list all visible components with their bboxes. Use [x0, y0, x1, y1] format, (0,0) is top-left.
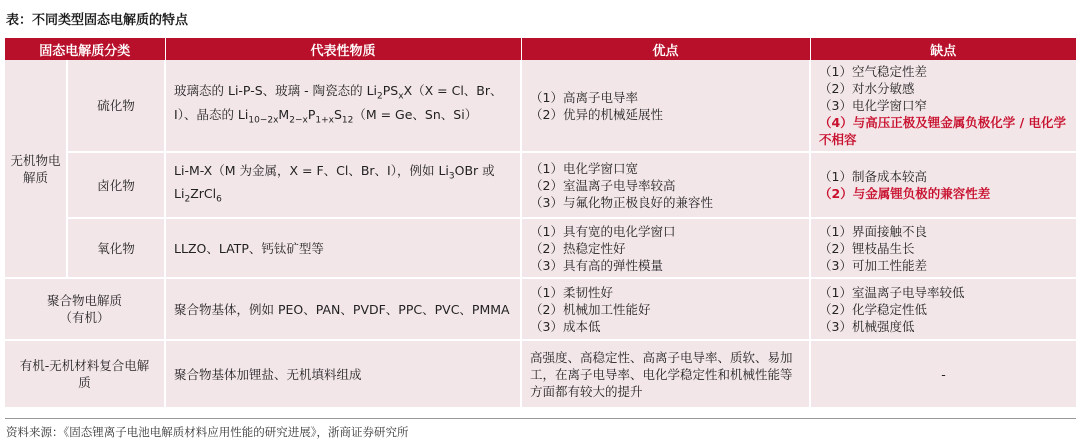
pros-composite: 高强度、高稳定性、高离子电导率、质软、易加工，在离子电导率、电化学稳定性和机械性能等方面都有较大的提升: [521, 340, 810, 408]
pros-oxide: （1）具有宽的电化学窗口 （2）热稳定性好 （3）具有高的弹性模量: [521, 218, 810, 278]
bottom-divider: [5, 418, 1076, 419]
cons-composite: -: [810, 340, 1076, 408]
header-category: 固态电解质分类: [5, 38, 165, 60]
cons-polymer: （1）室温离子电导率较低 （2）化学稳定性低 （3）机械强度低: [810, 278, 1076, 340]
type-sulfide: 硫化物: [67, 60, 165, 152]
cons-halide-highlight: （2）与金属锂负极的兼容性差: [819, 186, 991, 201]
table-row: [5, 218, 1076, 278]
rep-composite: 聚合物基体加锂盐、无机填料组成: [165, 340, 521, 408]
electrolyte-table: [5, 38, 1076, 409]
table-row: [5, 60, 1076, 152]
rep-sulfide: 玻璃态的 Li-P-S、玻璃 - 陶瓷态的 $Li_2PS_xX(X = Cl$、Br、I）、晶态的 $Li_{10-2x}M_{2-x}P_{1+x}S_{12}(M = Ge$、Sn、Si）: [165, 60, 521, 152]
table-row: [5, 340, 1076, 408]
header-representative: 代表性物质: [165, 38, 521, 60]
type-polymer: 聚合物电解质 （有机）: [5, 278, 165, 340]
pros-polymer: （1）柔韧性好 （2）机械加工性能好 （3）成本低: [521, 278, 810, 340]
rep-oxide: LLZO、LATP、钙钛矿型等: [165, 218, 521, 278]
cons-halide: （1）制备成本较高 （2）与金属锂负极的兼容性差: [810, 152, 1076, 218]
group-inorganic: 无机物电解质: [5, 60, 67, 278]
cons-sulfide-highlight: （4）与高压正极及锂金属负极化学 / 电化学不相容: [819, 115, 1066, 147]
header-cons: 缺点: [810, 38, 1076, 60]
cons-sulfide: （1）空气稳定性差 （2）对水分敏感 （3）电化学窗口窄 （4）与高压正极及锂金属负极化学 / 电化学不相容: [810, 60, 1076, 152]
rep-polymer: 聚合物基体，例如 PEO、PAN、PVDF、PPC、PVC、PMMA: [165, 278, 521, 340]
cons-oxide: （1）界面接触不良 （2）锂枝晶生长 （3）可加工性能差: [810, 218, 1076, 278]
table-row: [5, 278, 1076, 340]
table-title: 表：不同类型固态电解质的特点: [6, 13, 189, 28]
type-halide: 卤化物: [67, 152, 165, 218]
header-pros: 优点: [521, 38, 810, 60]
pros-sulfide: （1）高离子电导率 （2）优异的机械延展性: [521, 60, 810, 152]
type-composite: 有机-无机材料复合电解质: [5, 340, 165, 408]
header-row: [5, 38, 1076, 60]
table-row: [5, 152, 1076, 218]
pros-halide: （1）电化学窗口宽 （2）室温离子电导率较高 （3）与氟化物正极良好的兼容性: [521, 152, 810, 218]
rep-halide: Li-M-X（M 为金属，X = F、Cl、Br、I），例如 $Li_3OBr$ 或 $Li_2ZrCl_6$: [165, 152, 521, 218]
source-note: 资料来源：《固态锂离子电池电解质材料应用性能的研究进展》，浙商证券研究所: [6, 425, 409, 439]
type-oxide: 氧化物: [67, 218, 165, 278]
